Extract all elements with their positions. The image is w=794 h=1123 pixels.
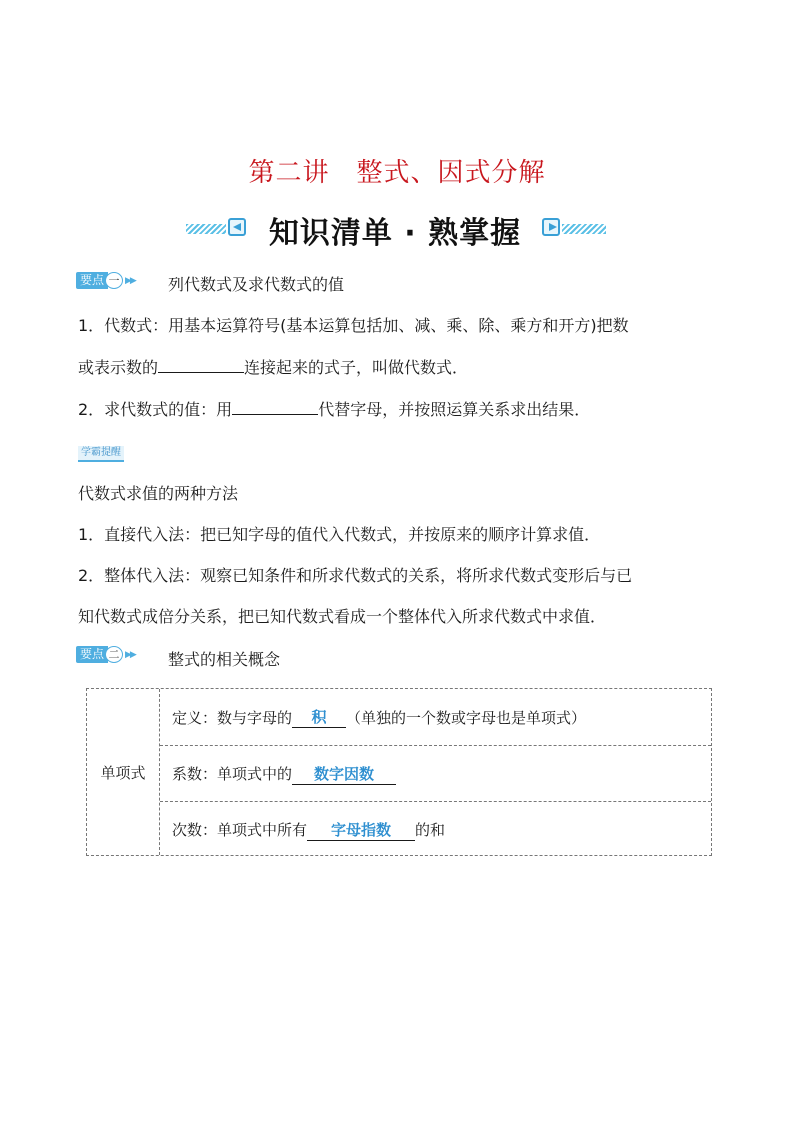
double-chevron-icon: ▶▶	[125, 275, 135, 286]
fill-blank	[158, 358, 244, 373]
answer-blank: 数字因数	[292, 763, 396, 785]
text: 代替字母，并按照运算关系求出结果．	[318, 400, 591, 419]
key-point-tag-2	[76, 646, 135, 663]
double-chevron-icon: ▶▶	[125, 649, 135, 660]
tip-method-2-line2: 知代数式成倍分关系，把已知代数式看成一个整体代入所求代数式中求值．	[78, 607, 607, 626]
arrow-left-icon	[228, 218, 246, 236]
table-row-degree	[160, 801, 711, 857]
tip-method-2-line1: 2．整体代入法：观察已知条件和所求代数式的关系，将所求代数式变形后与已	[78, 566, 633, 585]
section-banner	[186, 206, 606, 252]
answer-blank: 积	[292, 706, 346, 728]
tag-label: 要点	[76, 646, 108, 663]
tag-label: 要点	[76, 272, 108, 289]
banner-title: 知识清单 · 熟掌握	[268, 216, 522, 251]
tip-method-1: 1．直接代入法：把已知字母的值代入代数式，并按原来的顺序计算求值．	[78, 525, 601, 544]
tag-number: 一	[105, 272, 123, 289]
paragraph-definition-line2	[78, 358, 468, 378]
text: 次数：单项式中所有	[172, 821, 308, 839]
table-left-cell: 单项式	[87, 689, 160, 855]
table-row-definition	[160, 689, 711, 745]
chapter-title: 第二讲 整式、因式分解	[248, 158, 546, 188]
arrow-right-icon	[542, 218, 560, 236]
concept-table	[86, 688, 712, 856]
text: 的和	[415, 821, 446, 839]
tag-number: 二	[105, 646, 123, 663]
text: 或表示数的	[78, 358, 159, 377]
section-heading-1: 列代数式及求代数式的值	[168, 275, 345, 294]
text: 连接起来的式子，叫做代数式．	[244, 358, 469, 377]
paragraph-evaluate	[78, 400, 590, 420]
banner-stripe-right	[562, 224, 606, 234]
tip-heading: 代数式求值的两种方法	[78, 484, 239, 503]
text: 系数：单项式中的	[172, 765, 293, 783]
text: 2．求代数式的值：用	[78, 400, 233, 419]
answer-blank: 字母指数	[307, 819, 415, 841]
tip-badge: 学霸提醒	[78, 446, 124, 462]
key-point-tag-1	[76, 272, 135, 289]
section-heading-2: 整式的相关概念	[168, 650, 281, 669]
text: （单独的一个数或字母也是单项式）	[346, 708, 587, 727]
text: 定义：数与字母的	[172, 708, 293, 727]
table-row-coefficient	[160, 745, 711, 801]
fill-blank	[232, 400, 318, 415]
paragraph-definition-line1: 1．代数式：用基本运算符号(基本运算包括加、减、乘、除、乘方和开方)把数	[78, 316, 629, 335]
banner-stripe-left	[186, 224, 226, 234]
